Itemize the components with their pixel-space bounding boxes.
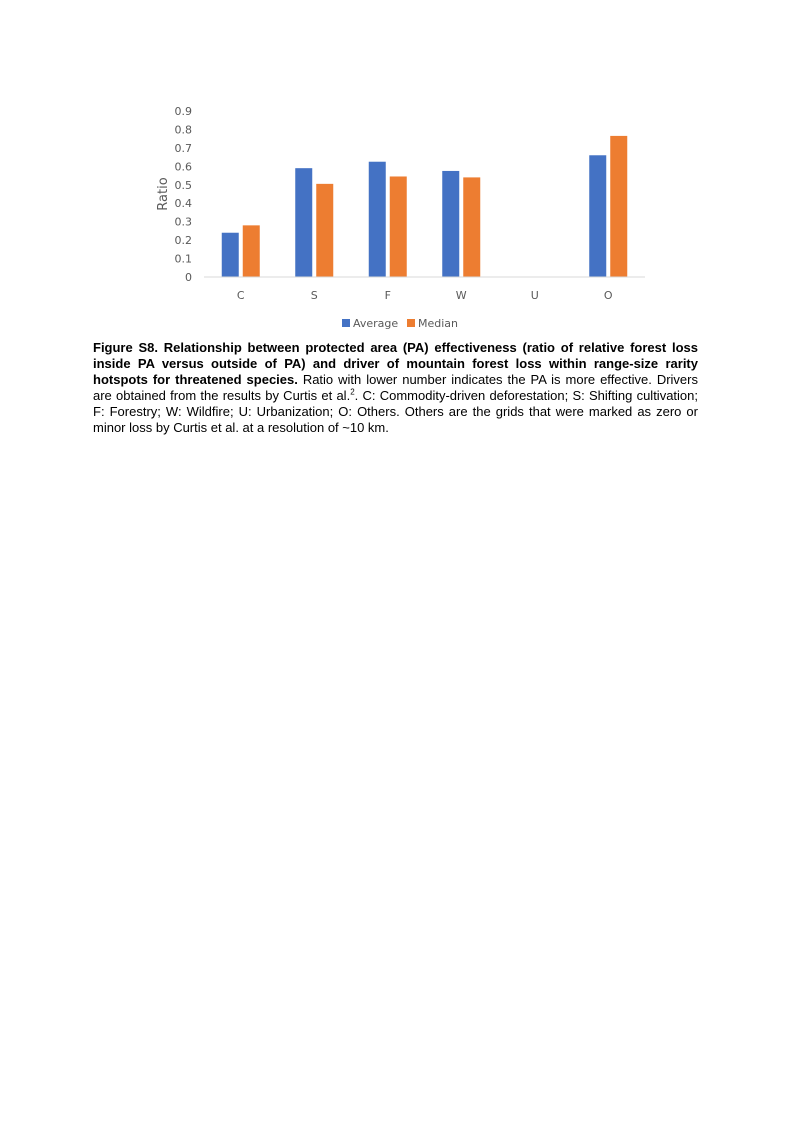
y-tick-label: 0.2 [174,234,192,248]
legend-swatch-median [407,319,415,327]
x-tick-label: S [310,289,318,302]
x-tick-label: C [236,289,245,302]
x-tick-label: F [384,289,391,302]
figure-caption [93,340,698,436]
y-tick-label: 0.6 [174,160,192,174]
x-axis-ticks [237,289,613,302]
bar-average-c [222,233,239,277]
caption-text-1: Ratio with lower number indicates the PA is more effective. Drivers are obtained from the results by Curtis et al. [93,372,698,403]
x-tick-label: U [530,289,539,302]
bar-average-w [442,171,459,277]
y-tick-label: 0.4 [174,197,192,211]
y-tick-label: 0.7 [174,141,192,155]
bar-median-c [243,225,260,277]
bar-average-s [295,168,312,277]
y-axis-ticks [175,105,193,284]
legend-label-median: Median [418,317,459,330]
y-tick-label: 0 [185,271,192,284]
x-tick-label: W [455,289,467,302]
y-axis-title: Ratio [156,177,171,211]
y-tick-label: 0.9 [174,105,192,118]
bar-average-o [589,155,606,277]
y-tick-label: 0.8 [174,123,192,137]
y-tick-label: 0.1 [174,252,192,266]
caption-superscript: 2 [350,387,355,397]
bar-median-w [463,177,480,277]
caption-bold-title: Figure S8. Relationship between protected area (PA) effectiveness (ratio of relative forest loss inside PA versus outside of PA) and driver of mountain forest loss within range-size rarity hotspots for threatened species. [93,340,698,387]
bar-chart [0,0,793,340]
legend-label-average: Average [353,317,399,330]
bars [222,136,628,277]
bar-average-f [369,162,386,277]
caption-text-2: . C: Commodity-driven deforestation; S: Shifting cultivation; F: Forestry; W: Wildfire; U: Urbanization; O: Others. Others are the grids that were marked as zero or minor loss by Curtis et al. at a resolution of ~10 km. [93,388,698,435]
bar-median-o [610,136,627,277]
bar-median-s [316,184,333,277]
y-tick-label: 0.3 [174,215,192,229]
y-tick-label: 0.5 [174,178,192,192]
bar-median-f [390,176,407,277]
legend-swatch-average [342,319,350,327]
x-tick-label: O [603,289,613,302]
legend [342,317,458,330]
